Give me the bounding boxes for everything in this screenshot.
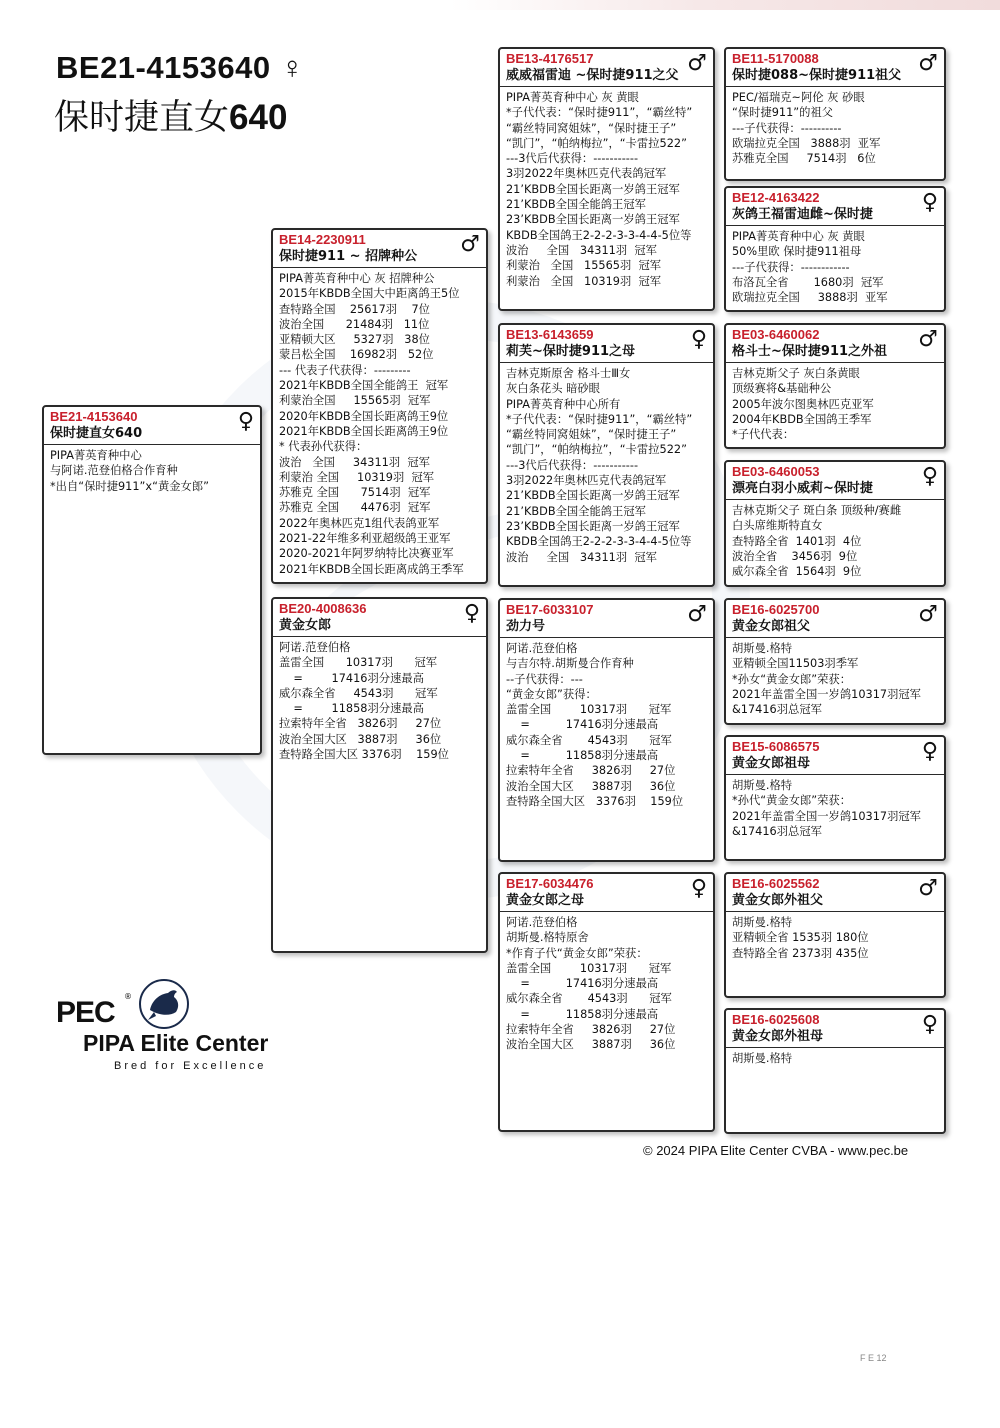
card-notes — [726, 1048, 944, 1069]
note-line: * 代表孙代获得： — [279, 440, 368, 454]
card-header — [500, 874, 713, 912]
note-line: 23’KBDB全国长距离一岁鸽王冠军 — [506, 213, 680, 227]
card-notes — [500, 363, 713, 568]
page-mark: F E 12 — [860, 1353, 887, 1363]
pec-logo — [56, 990, 306, 1080]
card-header — [726, 188, 944, 226]
ring-number: BE12-4163422 — [732, 190, 820, 205]
card-notes — [726, 226, 944, 308]
card-sss — [724, 47, 946, 181]
card-notes — [500, 638, 713, 812]
note-line: 拉索特年全省 3826羽 27位 — [279, 717, 442, 731]
card-header — [726, 874, 944, 912]
note-line: 与吉尔特.胡斯曼合作育种 — [506, 657, 634, 671]
note-line: 吉林克斯父子 灰白条黄眼 — [732, 367, 860, 380]
note-line: 威尔森全省 4543羽 冠军 — [506, 992, 672, 1006]
note-line: KBDB全国鸽王2-2-2-3-3-4-4-5位等 — [506, 535, 692, 549]
card-header — [273, 230, 486, 268]
note-line: “霸丝特同窝姐妹”，“保时捷王子” — [506, 428, 677, 442]
card-sire-dam — [498, 323, 715, 587]
note-line: 拉索特年全省 3826羽 27位 — [506, 1023, 676, 1037]
male-icon: ♂ — [918, 876, 938, 901]
note-line: 阿诺.范登伯格 — [506, 642, 578, 655]
bird-name: 劲力号 — [506, 619, 546, 634]
note-line: 吉林克斯原舍 格斗士Ⅲ女 — [506, 367, 631, 380]
title-name-number: 640 — [229, 98, 288, 137]
note-line: *子代代表： — [732, 428, 795, 442]
female-icon: ♀ — [921, 464, 938, 489]
note-line: KBDB全国鸽王2-2-2-3-3-4-4-5位等 — [506, 228, 692, 242]
note-line: 3羽2022年奥林匹克代表鸽冠军 — [506, 167, 667, 181]
note-line: 21’KBDB全国长距离一岁鸽王冠军 — [506, 182, 680, 196]
note-line: 波治 全国 34311羽 冠军 — [506, 550, 657, 564]
note-line: “保时捷911”的祖父 — [732, 106, 834, 120]
card-header — [273, 599, 486, 637]
card-notes — [726, 775, 944, 842]
note-line: ---子代获得：---------- — [732, 121, 842, 135]
card-notes — [500, 912, 713, 1056]
card-subject — [42, 405, 262, 755]
note-line: 波治 全国 34311羽 冠军 — [506, 243, 657, 257]
pedigree-ring-number — [56, 50, 304, 86]
title-name-cn: 保时捷直女 — [54, 98, 230, 138]
note-line: PEC/福瑞克~阿伦 灰 砂眼 — [732, 91, 865, 104]
bird-name: 格斗士~保时捷911之外祖 — [732, 344, 888, 359]
bird-name: 威威福雷迪 ~保时捷911之父 — [506, 68, 679, 83]
card-ddd — [724, 1008, 946, 1134]
note-line: = 11858羽分速最高 — [506, 1007, 659, 1021]
note-line: = 11858羽分速最高 — [506, 749, 659, 763]
card-notes — [44, 445, 260, 497]
note-line: 布洛瓦全省 1680羽 冠军 — [732, 275, 884, 289]
note-line: PIPA菁英育种中心所有 — [506, 397, 621, 411]
note-line: PIPA菁英育种中心 灰 黄眼 — [506, 91, 639, 104]
card-header — [726, 49, 944, 87]
note-line: *子代代表：“保时捷911”，“霸丝特” — [506, 106, 693, 120]
note-line: 波治全国 21484羽 11位 — [279, 317, 430, 331]
note-line: “凯门”，“帕纳梅拉”，“卡雷拉522” — [506, 443, 687, 457]
note-line: 胡斯曼.格特 — [732, 642, 793, 655]
card-header — [726, 462, 944, 500]
bird-name: 保时捷911 ~ 招牌种公 — [279, 249, 418, 264]
ring-number: BE03-6460062 — [732, 327, 820, 342]
card-notes — [500, 87, 713, 292]
note-line: 利蒙治 全国 15565羽 冠军 — [506, 259, 662, 273]
note-line: 胡斯曼.格特原舍 — [506, 931, 589, 945]
note-line: PIPA菁英育种中心 灰 黄眼 — [732, 230, 865, 243]
note-line: 2021年盖雷全国一岁鸽10317羽冠军 — [732, 687, 921, 701]
card-sds — [724, 323, 946, 449]
note-line: ---3代后代获得：----------- — [506, 458, 639, 472]
note-line: 蒙吕松全国 16982羽 52位 — [279, 348, 434, 362]
note-line: 威尔森全省 4543羽 冠军 — [279, 686, 438, 700]
bird-name: 黄金女郎祖母 — [732, 756, 811, 771]
card-header — [726, 325, 944, 363]
note-line: “霸丝特同窝姐妹”，“保时捷王子” — [506, 121, 677, 135]
note-line: *孙代“黄金女郎”荣获： — [732, 794, 852, 808]
note-line: 苏雅克 全国 4476羽 冠军 — [279, 501, 431, 515]
note-line: 阿诺.范登伯格 — [279, 641, 351, 654]
note-line: 2021年KBDB全国长距离成鸽王季军 — [279, 562, 464, 576]
note-line: 查特路全国大区 3376羽 159位 — [279, 748, 449, 762]
card-notes — [726, 912, 944, 964]
note-line: 2004年KBDB全国鸽王季军 — [732, 412, 872, 426]
note-line: 阿诺.范登伯格 — [506, 916, 578, 929]
female-icon: ♀ — [690, 876, 707, 901]
note-line: 顶级赛将&基础种公 — [732, 382, 832, 396]
card-sire — [271, 228, 488, 584]
ring-number: BE16-6025562 — [732, 876, 820, 891]
note-line: &17416羽总冠军 — [732, 703, 822, 717]
female-icon: ♀ — [463, 601, 480, 626]
ring-number: BE17-6033107 — [506, 602, 594, 617]
logo-center-name: PIPA Elite Center — [83, 1030, 269, 1056]
card-notes — [726, 638, 944, 720]
note-line: 2021年盖雷全国一岁鸽10317羽冠军 — [732, 809, 921, 823]
note-line: = 17416羽分速最高 — [279, 671, 424, 685]
card-header — [500, 325, 713, 363]
note-line: 2021年KBDB全国全能鸽王 冠军 — [279, 379, 449, 393]
bird-name: 黄金女郎 — [279, 618, 332, 633]
note-line: 波治全国大区 3887羽 36位 — [506, 1038, 676, 1052]
note-line: 欧瑞拉克全国 3888羽 亚军 — [732, 291, 888, 305]
female-icon: ♀ — [237, 409, 254, 434]
ring-number: BE13-4176517 — [506, 51, 594, 66]
male-icon: ♂ — [918, 51, 938, 76]
note-line: *子代代表：“保时捷911”，“霸丝特” — [506, 412, 693, 426]
note-line: 欧瑞拉克全国 3888羽 亚军 — [732, 136, 881, 150]
note-line: 胡斯曼.格特 — [732, 1052, 793, 1065]
card-header — [500, 49, 713, 87]
note-line: 查特路全国 25617羽 7位 — [279, 302, 430, 316]
note-line: 亚精顿全省 1535羽 180位 — [732, 931, 869, 945]
card-header — [500, 600, 713, 638]
top-edge-band — [0, 0, 1000, 10]
bird-name: 漂亮白羽小威莉~保时捷 — [732, 481, 873, 496]
note-line: 21’KBDB全国长距离一岁鸽王冠军 — [506, 489, 680, 503]
card-sdd — [724, 460, 946, 587]
note-line: = 17416羽分速最高 — [506, 977, 659, 991]
bird-name: 黄金女郎祖父 — [732, 619, 811, 634]
male-icon: ♂ — [460, 232, 480, 257]
note-line: 盖雷全国 10317羽 冠军 — [279, 656, 438, 670]
pigeon-icon — [134, 976, 194, 1032]
card-notes — [726, 87, 944, 169]
female-icon: ♀ — [921, 739, 938, 764]
note-line: *出自“保时捷911”x“黄金女郎” — [50, 479, 209, 493]
card-dam — [271, 597, 488, 953]
note-line: 灰白条花头 暗砂眼 — [506, 382, 600, 396]
note-line: 2022年奥林匹克1组代表鸽亚军 — [279, 516, 440, 530]
bird-name: 保时捷088~保时捷911祖父 — [732, 68, 902, 83]
note-line: 2020年KBDB全国长距离鸽王9位 — [279, 409, 449, 423]
card-sire-sire — [498, 47, 715, 311]
note-line: *作育子代“黄金女郎”荣获： — [506, 946, 648, 960]
note-line: 威尔森全省 4543羽 冠军 — [506, 733, 672, 747]
male-icon: ♂ — [918, 327, 938, 352]
ring-number: BE17-6034476 — [506, 876, 594, 891]
card-header — [726, 737, 944, 775]
note-line: 利蒙治 全国 10319羽 冠军 — [279, 470, 435, 484]
card-dam-dam — [498, 872, 715, 1132]
note-line: 亚精顿全国11503羽季军 — [732, 657, 859, 671]
logo-tagline: Bred for Excellence — [114, 1060, 267, 1072]
note-line: = 17416羽分速最高 — [506, 718, 659, 732]
note-line: 吉林克斯父子 斑白条 顶级种/赛雌 — [732, 504, 902, 517]
note-line: --子代获得：--- — [506, 672, 583, 686]
male-icon: ♂ — [687, 602, 707, 627]
note-line: PIPA菁英育种中心 — [50, 449, 142, 462]
ring-number: BE11-5170088 — [732, 51, 819, 66]
ring-number: BE03-6460053 — [732, 464, 820, 479]
note-line: 波治 全国 34311羽 冠军 — [279, 455, 430, 469]
card-dss — [724, 598, 946, 725]
ring-number: BE20-4008636 — [279, 601, 367, 616]
copyright-text: © 2024 PIPA Elite Center CVBA - www.pec.be — [643, 1143, 909, 1158]
note-line: 21’KBDB全国全能鸽王冠军 — [506, 198, 646, 212]
male-icon: ♂ — [918, 602, 938, 627]
logo-registered-mark: ® — [124, 992, 132, 1001]
card-dsd — [724, 735, 946, 861]
note-line: 苏雅克全国 7514羽 6位 — [732, 152, 876, 166]
ring-number: BE16-6025608 — [732, 1012, 820, 1027]
note-line: 利蒙治全国 15565羽 冠军 — [279, 394, 431, 408]
note-line: 苏雅克 全国 7514羽 冠军 — [279, 486, 431, 500]
note-line: 亚精顿大区 5327羽 38位 — [279, 333, 430, 347]
note-line: 胡斯曼.格特 — [732, 779, 793, 792]
note-line: 查特路全省 1401羽 4位 — [732, 534, 862, 548]
note-line: 与阿诺.范登伯格合作育种 — [50, 464, 178, 478]
note-line: 2021-22年维多利亚超级鸽王亚军 — [279, 532, 451, 546]
female-icon: ♀ — [280, 50, 305, 85]
note-line: 威尔森全省 1564羽 9位 — [732, 565, 862, 579]
logo-pec-text: PEC — [56, 996, 115, 1029]
bird-name: 黄金女郎外祖父 — [732, 893, 824, 908]
male-icon: ♂ — [687, 51, 707, 76]
note-line: 21’KBDB全国全能鸽王冠军 — [506, 504, 646, 518]
card-dam-sire — [498, 598, 715, 862]
note-line: 23’KBDB全国长距离一岁鸽王冠军 — [506, 519, 680, 533]
ring-number: BE14-2230911 — [279, 232, 366, 247]
note-line: --- 代表子代获得：--------- — [279, 363, 411, 377]
bird-name: 莉芙~保时捷911之母 — [506, 344, 636, 359]
note-line: 查特路全省 2373羽 435位 — [732, 946, 869, 960]
pedigree-title — [54, 90, 287, 140]
note-line: 2005年波尔图奥林匹克亚军 — [732, 397, 874, 411]
note-line: 查特路全国大区 3376羽 159位 — [506, 794, 684, 808]
female-icon: ♀ — [921, 190, 938, 215]
ring-number: BE15-6086575 — [732, 739, 820, 754]
note-line: ---3代后代获得：----------- — [506, 152, 639, 166]
note-line: 波治全国大区 3887羽 36位 — [506, 779, 676, 793]
note-line: 胡斯曼.格特 — [732, 916, 793, 929]
note-line: 拉索特年全省 3826羽 27位 — [506, 764, 676, 778]
note-line: = 11858羽分速最高 — [279, 702, 424, 716]
note-line: “黄金女郎”获得： — [506, 687, 597, 701]
note-line: 盖雷全国 10317羽 冠军 — [506, 961, 672, 975]
note-line: 波治全省 3456羽 9位 — [732, 549, 858, 563]
note-line: ---子代获得：------------ — [732, 260, 850, 274]
female-icon: ♀ — [690, 327, 707, 352]
card-header — [726, 600, 944, 638]
note-line: *孙女“黄金女郎”荣获： — [732, 672, 852, 686]
ring-text: BE21-4153640 — [56, 50, 271, 85]
bird-name: 灰鸽王福雷迪雌~保时捷 — [732, 207, 873, 222]
note-line: 波治全国大区 3887羽 36位 — [279, 732, 442, 746]
note-line: 2020-2021年阿罗纳特比决赛亚军 — [279, 547, 454, 561]
note-line: 盖雷全国 10317羽 冠军 — [506, 703, 672, 717]
card-dds — [724, 872, 946, 998]
note-line: 50%里欧 保时捷911祖母 — [732, 245, 862, 259]
note-line: 利蒙治 全国 10319羽 冠军 — [506, 274, 662, 288]
card-notes — [273, 637, 486, 765]
note-line: 2015年KBDB全国大中距离鸽王5位 — [279, 287, 460, 301]
note-line: 2021年KBDB全国长距离鸽王9位 — [279, 424, 449, 438]
ring-number: BE13-6143659 — [506, 327, 594, 342]
card-notes — [726, 500, 944, 582]
card-notes — [273, 268, 486, 580]
bird-name: 黄金女郎外祖母 — [732, 1029, 824, 1044]
card-header — [726, 1010, 944, 1048]
ring-number: BE21-4153640 — [50, 409, 138, 424]
note-line: PIPA菁英育种中心 灰 招牌种公 — [279, 272, 435, 285]
card-ssd — [724, 186, 946, 312]
note-line: 白头席维斯特直女 — [732, 519, 823, 533]
card-notes — [726, 363, 944, 445]
ring-number: BE16-6025700 — [732, 602, 820, 617]
bird-name: 黄金女郎之母 — [506, 893, 585, 908]
note-line: 3羽2022年奥林匹克代表鸽冠军 — [506, 474, 667, 488]
note-line: &17416羽总冠军 — [732, 824, 822, 838]
bird-name: 保时捷直女640 — [50, 426, 143, 441]
note-line: “凯门”，“帕纳梅拉”，“卡雷拉522” — [506, 136, 687, 150]
female-icon: ♀ — [921, 1012, 938, 1037]
card-header — [44, 407, 260, 445]
